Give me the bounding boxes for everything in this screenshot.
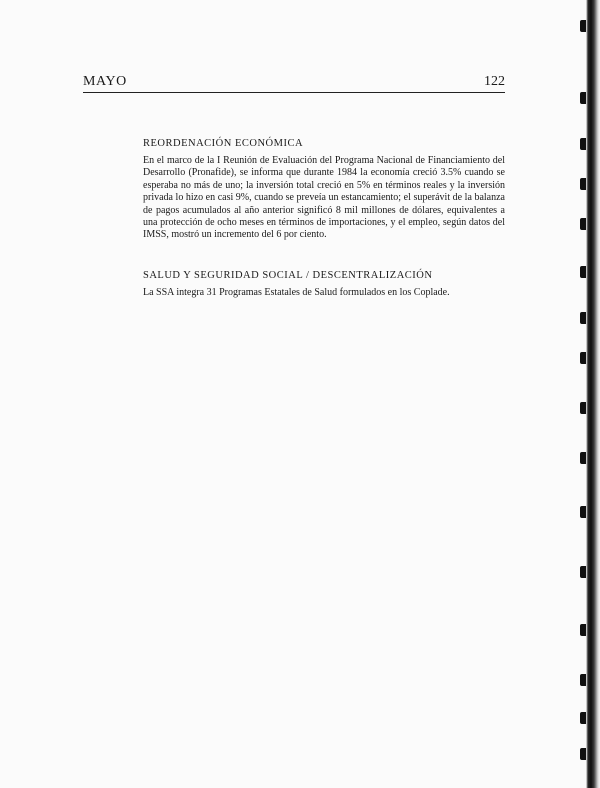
binding-notch: [580, 674, 586, 686]
binding-notch: [580, 748, 586, 760]
binding-notch: [580, 312, 586, 324]
section-reordenacion-economica: [143, 138, 505, 242]
page-number: 122: [484, 74, 505, 89]
section-body: En el marco de la I Reunión de Evaluación del Programa Nacional de Financiamiento del Desarrollo (Pronafide), se informa que durante 1984 la economía creció 3.5% cuando se esperaba no más de uno; la inversión total creció en 5% en términos reales y la inversión privada lo hizo en casi 9%, cuando se preveía un estancamiento; el superávit de la balanza de pagos acumulados al año anterior significó 8 mil millones de dólares, equivalentes a una protección de ocho meses en términos de importaciones, y el empleo, según datos del IMSS, mostró un incremento del 6 por ciento.: [143, 155, 505, 241]
binding-notch: [580, 566, 586, 578]
binding-notch: [580, 178, 586, 190]
section-title: SALUD Y SEGURIDAD SOCIAL / DESCENTRALIZACIÓN: [143, 270, 433, 281]
binding-notch: [580, 402, 586, 414]
binding-notch: [580, 452, 586, 464]
binding-notch: [580, 712, 586, 724]
binding-notch: [580, 92, 586, 104]
section-salud-seguridad-social: [143, 270, 505, 299]
header-month: MAYO: [83, 74, 127, 89]
binding-notch: [580, 138, 586, 150]
binding-notch: [580, 624, 586, 636]
binding-notch: [580, 20, 586, 32]
binding-notch: [580, 506, 586, 518]
binding-notch: [580, 266, 586, 278]
binding-notch: [580, 352, 586, 364]
section-body: La SSA integra 31 Programas Estatales de Salud formulados en los Coplade.: [143, 287, 450, 298]
page-header: [83, 74, 505, 93]
section-title: REORDENACIÓN ECONÓMICA: [143, 138, 304, 149]
binding-notch: [580, 218, 586, 230]
page-binding-edge: [578, 0, 600, 788]
